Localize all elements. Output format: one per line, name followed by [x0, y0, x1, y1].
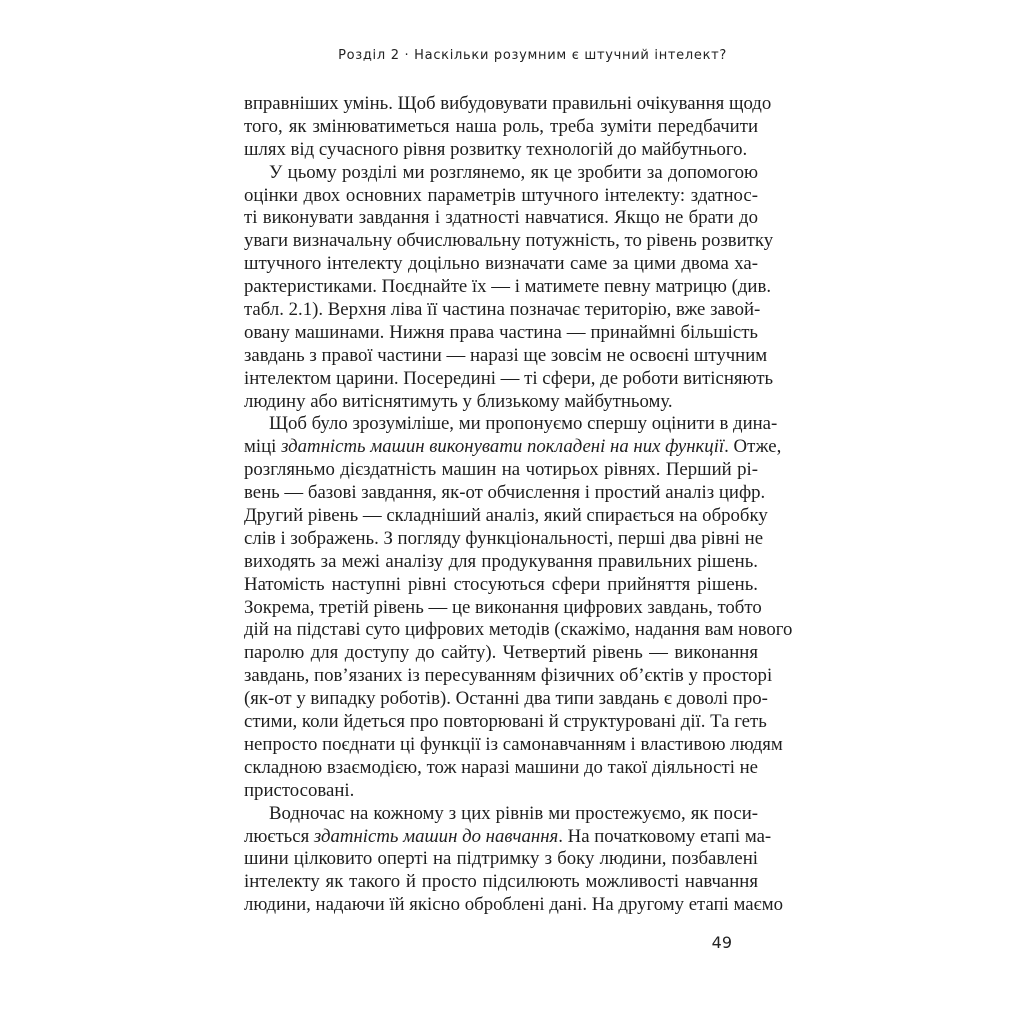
body-text	[244, 93, 793, 917]
text-line: шлях від сучасного рівня розвитку технологій до майбутнього.	[244, 138, 748, 160]
text-line: ті виконувати завдання і здатності навчатися. Якщо не брати до	[244, 207, 758, 229]
text-segment: люється	[244, 825, 314, 847]
text-line: Другий рівень — складніший аналіз, який спирається на обробку	[244, 505, 768, 527]
text-segment: . На початковому етапі ма-	[558, 825, 772, 847]
running-header: Розділ 2 · Наскільки розумним є штучний інтелект?	[338, 48, 727, 63]
text-line: того, як змінюватиметься наша роль, треба зуміти передбачити	[244, 115, 758, 137]
text-line: (як-от у випадку роботів). Останні два типи завдань є доволі про-	[244, 688, 768, 710]
text-line: завдань з правої частини — наразі ще зовсім не освоєні штучним	[244, 344, 768, 366]
text-segment: . Отже,	[724, 436, 782, 458]
text-line: паролю для доступу до сайту). Четвертий рівень — виконання	[244, 642, 758, 664]
text-line: шини цілковито оперті на підтримку з боку людини, позбавлені	[244, 848, 758, 870]
text-line: уваги визначальну обчислювальну потужність, то рівень розвитку	[244, 230, 774, 252]
text-line: інтелекту як такого й просто підсилюють можливості навчання	[244, 871, 758, 893]
text-line: Зокрема, третій рівень — це виконання цифрових завдань, тобто	[244, 596, 762, 618]
text-line: Натомість наступні рівні стосуються сфери прийняття рішень.	[244, 573, 758, 595]
text-line: дій на підставі суто цифрових методів (скажімо, надання вам нового	[244, 619, 793, 641]
text-line: стими, коли йдеться про повторювані й структуровані дії. Та геть	[244, 711, 767, 733]
text-line: вень — базові завдання, як-от обчислення і простий аналіз цифр.	[244, 482, 766, 504]
text-line: слів і зображень. З погляду функціональності, перші два рівні не	[244, 527, 764, 549]
italic-phrase: здатність машин до навчання	[313, 825, 559, 847]
text-line: Водночас на кожному з цих рівнів ми простежуємо, як поси-	[269, 802, 758, 824]
page-number: 49	[711, 933, 732, 952]
text-line: штучного інтелекту доцільно визначати саме за цими двома ха-	[244, 253, 758, 275]
text-segment: міці	[244, 436, 282, 458]
text-line	[244, 825, 772, 849]
text-line: розгляньмо дієздатність машин на чотирьох рівнях. Перший рі-	[244, 459, 758, 481]
text-line: овану машинами. Нижня права частина — принаймні більшість	[244, 321, 758, 343]
italic-phrase: здатність машин виконувати покладені на них функції	[281, 436, 725, 458]
text-line: табл. 2.1). Верхня ліва її частина позначає територію, вже завой-	[244, 299, 761, 321]
text-line: оцінки двох основних параметрів штучного інтелекту: здатнос-	[244, 184, 758, 206]
text-line: пристосовані.	[244, 779, 355, 801]
text-line: Щоб було зрозуміліше, ми пропонуємо спершу оцінити в дина-	[269, 413, 778, 435]
text-line: інтелектом царини. Посередині — ті сфери, де роботи витісняють	[244, 367, 774, 389]
text-line: вправніших умінь. Щоб вибудовувати правильні очікування щодо	[244, 93, 772, 114]
text-line	[244, 436, 782, 459]
text-line: рактеристиками. Поєднайте їх — і матимете певну матрицю (див.	[244, 276, 772, 298]
text-line: непросто поєднати ці функції із самонавчанням і властивою людям	[244, 733, 783, 755]
text-line: людини, надаючи їй якісно оброблені дані. На другому етапі маємо	[244, 894, 783, 916]
text-line: виходять за межі аналізу для продукування правильних рішень.	[244, 550, 758, 572]
text-line: людину або витіснятимуть у близькому майбутньому.	[244, 390, 673, 412]
text-line: складною взаємодією, тож наразі машини до такої діяльності не	[244, 756, 758, 778]
text-line: У цьому розділі ми розглянемо, як це зробити за допомогою	[269, 161, 758, 183]
text-line: завдань, пов’язаних із пересуванням фізичних об’єктів у просторі	[244, 665, 773, 687]
